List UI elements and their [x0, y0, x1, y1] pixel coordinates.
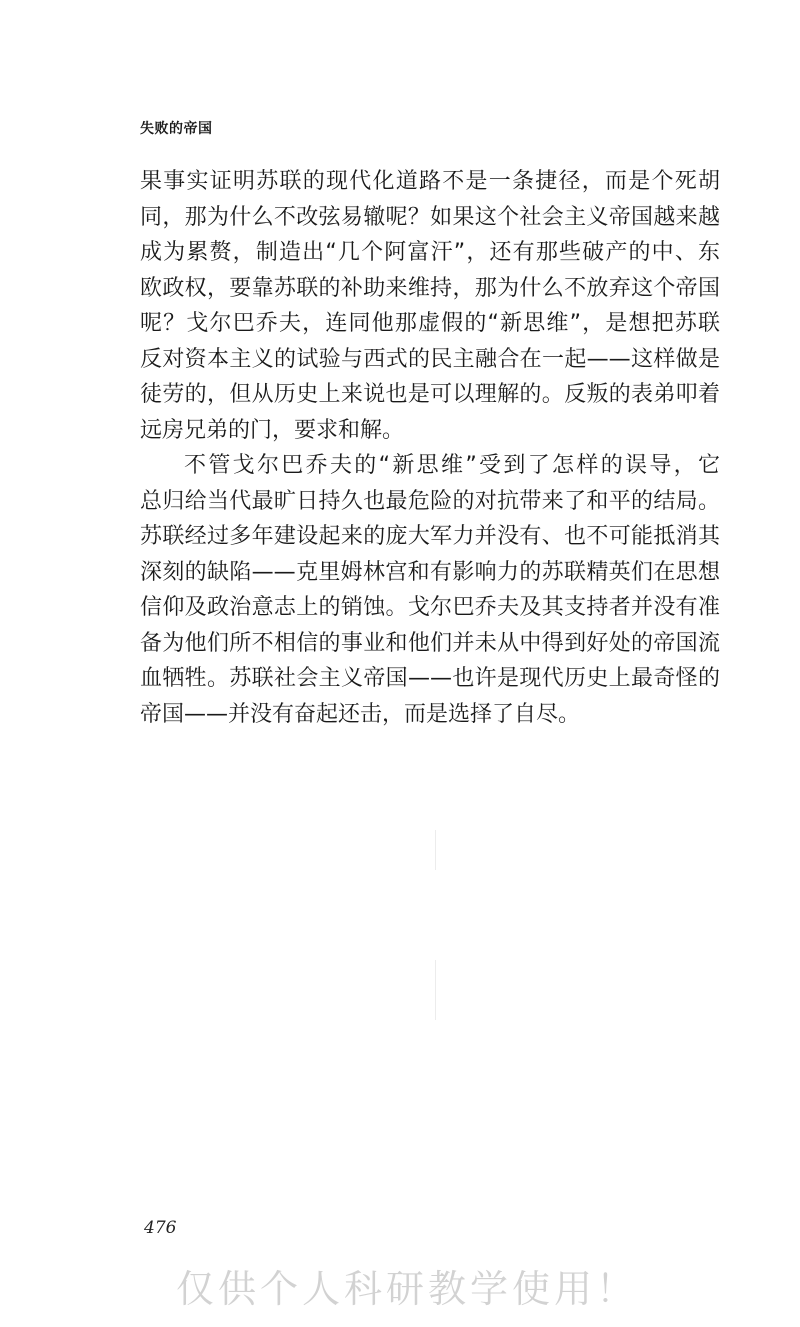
text-line: 呢？戈尔巴乔夫，连同他那虚假的“新思维”，是想把苏联	[140, 311, 720, 336]
text-line: 备为他们所不相信的事业和他们并未从中得到好处的帝国流	[140, 630, 720, 656]
scan-artifact-line	[435, 830, 436, 870]
text-line: 不管戈尔巴乔夫的“新思维”受到了怎样的误导，它	[184, 453, 720, 478]
text-line: 成为累赘，制造出“几个阿富汗”，还有那些破产的中、东	[140, 240, 720, 265]
text-line: 帝国——并没有奋起还击，而是选择了自尽。	[140, 701, 581, 727]
text-line: 反对资本主义的试验与西式的民主融合在一起——这样做是	[140, 346, 720, 372]
text-line: 苏联经过多年建设起来的庞大军力并没有、也不可能抵消其	[140, 524, 720, 549]
watermark: 仅供个人科研教学使用！	[176, 1267, 639, 1311]
page-number: 476	[144, 1218, 177, 1238]
body-text	[140, 164, 720, 732]
text-line: 欧政权，要靠苏联的补助来维持，那为什么不放弃这个帝国	[140, 275, 720, 301]
text-line: 同，那为什么不改弦易辙呢？如果这个社会主义帝国越来越	[140, 204, 720, 230]
text-line: 深刻的缺陷——克里姆林宫和有影响力的苏联精英们在思想	[140, 559, 720, 585]
scan-artifact-line	[435, 960, 436, 1020]
running-head-title: 失败的帝国	[140, 121, 213, 137]
text-line: 总归给当代最旷日持久也最危险的对抗带来了和平的结局。	[140, 488, 720, 514]
text-line: 果事实证明苏联的现代化道路不是一条捷径，而是个死胡	[140, 169, 720, 194]
text-line: 信仰及政治意志上的销蚀。戈尔巴乔夫及其支持者并没有准	[140, 595, 720, 620]
text-line: 血牺牲。苏联社会主义帝国——也许是现代历史上最奇怪的	[140, 666, 720, 691]
text-line: 徒劳的，但从历史上来说也是可以理解的。反叛的表弟叩着	[140, 382, 720, 407]
text-line: 远房兄弟的门，要求和解。	[140, 417, 405, 443]
